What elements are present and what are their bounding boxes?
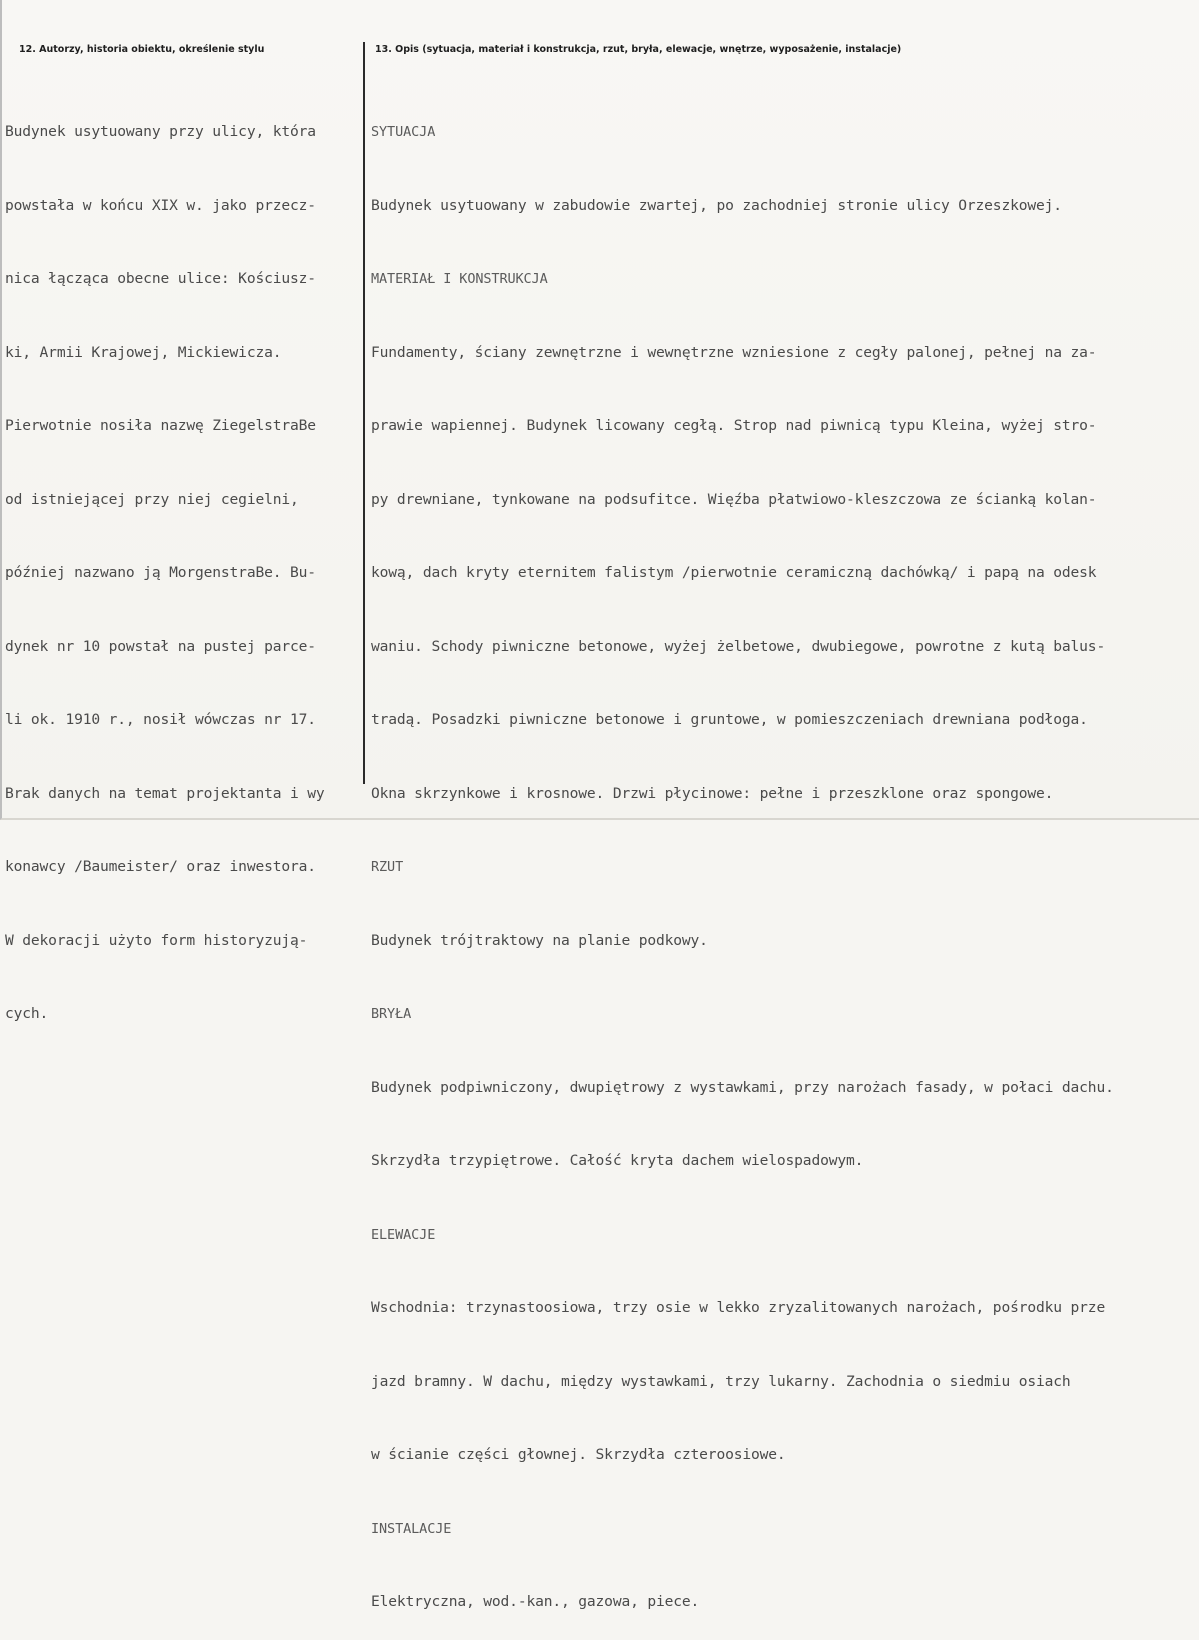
section-12-header: 12. Autorzy, historia obiektu, określenie stylu xyxy=(19,44,265,55)
description-line: Elektryczna, wod.-kan., gazowa, piece. xyxy=(371,1593,700,1610)
history-text xyxy=(5,71,325,1076)
section-heading-sytuacja: SYTUACJA xyxy=(371,124,436,140)
description-line: prawie wapiennej. Budynek licowany cegłą. Strop nad piwnicą typu Kleina, wyżej stro- xyxy=(371,417,1097,434)
history-line: od istniejącej przy niej cegielni, xyxy=(5,490,299,508)
history-line: ki, Armii Krajowej, Mickiewicza. xyxy=(5,343,282,361)
section-heading-material: MATERIAŁ I KONSTRUKCJA xyxy=(371,271,548,287)
column-divider xyxy=(363,42,365,784)
description-line: waniu. Schody piwniczne betonowe, wyżej żelbetowe, dwubiegowe, powrotne z kutą balus- xyxy=(371,637,1106,655)
description-line: Budynek podpiwniczony, dwupiętrowy z wystawkami, przy narożach fasady, w połaci dachu. xyxy=(371,1078,1114,1096)
description-line: jazd bramny. W dachu, między wystawkami, trzy lukarny. Zachodnia o siedmiu osiach xyxy=(371,1372,1071,1390)
description-line: Okna skrzynkowe i krosnowe. Drzwi płycinowe: pełne i przeszklone oraz spongowe. xyxy=(371,784,1054,802)
history-line: Brak danych na temat projektanta i wy xyxy=(5,784,325,802)
section-heading-elewacje: ELEWACJE xyxy=(371,1226,436,1243)
section-heading-instalacje: INSTALACJE xyxy=(371,1520,452,1537)
history-line: li ok. 1910 r., nosił wówczas nr 17. xyxy=(5,711,316,728)
history-line: Budynek usytuowany przy ulicy, która xyxy=(5,123,316,140)
history-line: W dekoracji użyto form historyzują- xyxy=(5,931,308,949)
history-line: cych. xyxy=(5,1005,49,1022)
description-line: kową, dach kryty eternitem falistym /pierwotnie ceramiczną dachówką/ i papą na odesk xyxy=(371,564,1097,581)
section-13-header: 13. Opis (sytuacja, materiał i konstrukcja, rzut, bryła, elewacje, wnętrze, wyposażenie, instalacje) xyxy=(375,44,902,55)
history-line: dynek nr 10 powstał na pustej parce- xyxy=(5,637,316,655)
section-heading-rzut: RZUT xyxy=(371,859,404,875)
description-line: w ścianie części głownej. Skrzydła czteroosiowe. xyxy=(371,1446,786,1463)
history-line: nica łącząca obecne ulice: Kościusz- xyxy=(5,270,316,287)
description-line: Wschodnia: trzynastoosiowa, trzy osie w lekko zryzalitowanych narożach, pośrodku prze xyxy=(371,1299,1106,1316)
description-line: py drewniane, tynkowane na podsufitce. Więźba płatwiowo-kleszczowa ze ścianką kolan- xyxy=(371,490,1097,508)
section-heading-bryla: BRYŁA xyxy=(371,1006,412,1022)
description-text xyxy=(371,71,1114,1640)
description-line: Fundamenty, ściany zewnętrzne i wewnętrzne wzniesione z cegły palonej, pełnej na za- xyxy=(371,343,1097,361)
description-line: tradą. Posadzki piwniczne betonowe i gruntowe, w pomieszczeniach drewniana podłoga. xyxy=(371,711,1088,728)
history-line: Pierwotnie nosiła nazwę ZiegelstraBe xyxy=(5,417,316,434)
description-line: Budynek trójtraktowy na planie podkowy. xyxy=(371,931,708,949)
description-line: Skrzydła trzypiętrowe. Całość kryta dachem wielospadowym. xyxy=(371,1152,864,1169)
history-line: konawcy /Baumeister/ oraz inwestora. xyxy=(5,858,316,875)
history-line: powstała w końcu XIX w. jako przecz- xyxy=(5,196,316,214)
description-line: Budynek usytuowany w zabudowie zwartej, po zachodniej stronie ulicy Orzeszkowej. xyxy=(371,196,1062,214)
history-line: później nazwano ją MorgenstraBe. Bu- xyxy=(5,564,316,581)
